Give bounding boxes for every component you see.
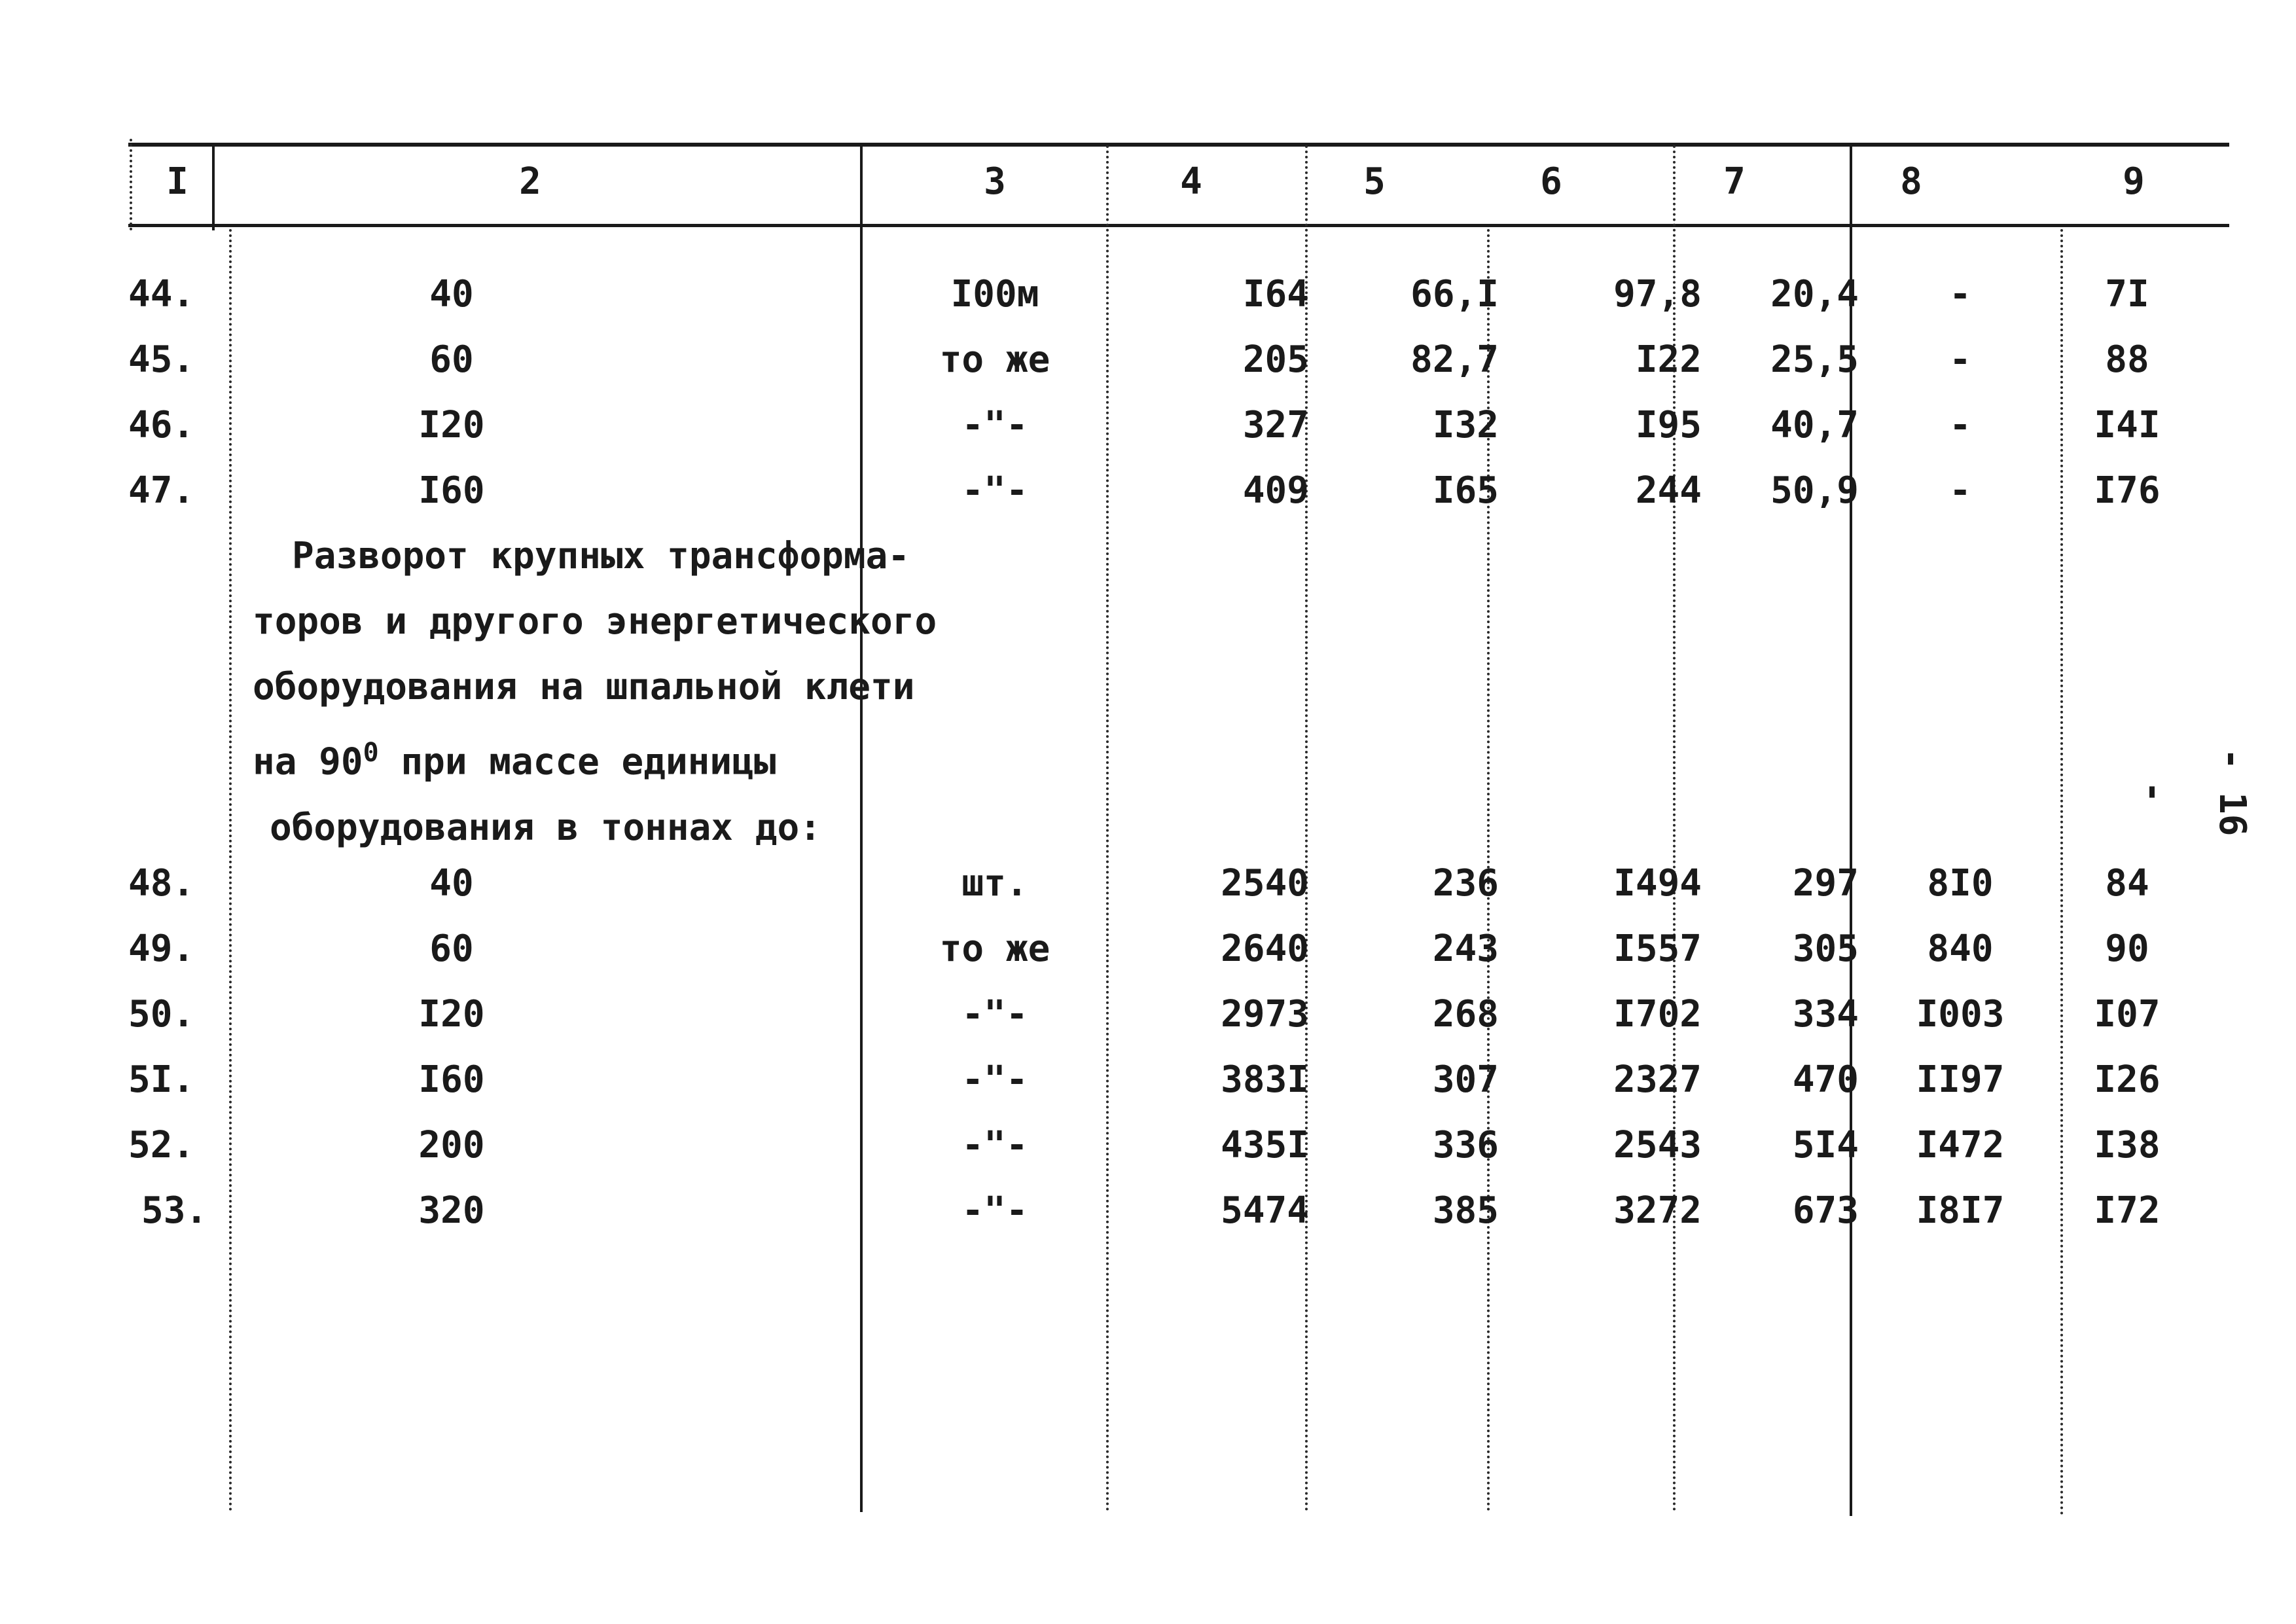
cell-col9: 84 [2105,862,2149,905]
cell-col9: I07 [2094,993,2161,1036]
cell-col4: 409 [1242,469,1309,512]
cell-col7: 673 [1792,1189,1859,1232]
degree-superscript: 0 [363,738,379,768]
cell-unit: -"- [961,404,1028,446]
cell-unit: -"- [961,993,1028,1036]
cell-mass: 40 [429,862,474,905]
row-number: 53. [141,1189,208,1232]
description-line: оборудования на шпальной клети [253,666,915,708]
table-row [0,982,2296,1047]
cell-col5: 82,7 [1410,338,1499,381]
cell-col6: 97,8 [1613,273,1702,316]
cell-col5: 243 [1432,928,1499,970]
table-row [0,327,2296,393]
cell-col6: I494 [1613,862,1702,905]
description-line: Разворот крупных трансформа- [292,535,910,577]
table-row [0,458,2296,524]
description-line: торов и другого энергетического [253,600,937,643]
cell-col8: 840 [1927,928,1994,970]
header-col-3: 3 [984,160,1006,203]
header-col-1: I [166,160,188,203]
row-number: 48. [128,862,195,905]
cell-mass: 40 [429,273,474,316]
cell-col9: 90 [2105,928,2149,970]
description-text: на 90 [253,740,363,784]
cell-col8: - [1949,469,1971,512]
cell-col7: 40,7 [1770,404,1859,446]
cell-col6: 3272 [1613,1189,1702,1232]
cell-col8: 8I0 [1927,862,1994,905]
row-number: 52. [128,1124,195,1166]
cell-unit: -"- [961,1189,1028,1232]
cell-col8: - [1949,404,1971,446]
header-col-5: 5 [1363,160,1386,203]
page-number: - 16 - [2132,748,2253,837]
cell-mass: I20 [418,404,485,446]
table-row [0,916,2296,982]
cell-col5: 307 [1432,1058,1499,1101]
table-left-rule [130,139,132,230]
cell-col6: I557 [1613,928,1702,970]
section-description [253,524,937,861]
cell-col7: 334 [1792,993,1859,1036]
cell-col8: - [1949,273,1971,316]
cell-col6: 2543 [1613,1124,1702,1166]
cell-mass: 60 [429,338,474,381]
row-number: 46. [128,404,195,446]
cell-unit: -"- [961,1058,1028,1101]
cell-col8: I8I7 [1916,1189,2005,1232]
cell-col6: I95 [1635,404,1702,446]
header-bottom-rule [128,224,2229,227]
cell-col5: I32 [1432,404,1499,446]
cell-col9: 88 [2105,338,2149,381]
cell-col7: 25,5 [1770,338,1859,381]
col-divider-1 [212,145,215,230]
table-row [0,1178,2296,1244]
row-number: 44. [128,273,195,316]
table-row [0,851,2296,916]
row-number: 47. [128,469,195,512]
table-row [0,393,2296,458]
cell-col8: I472 [1916,1124,2005,1166]
cell-col5: 236 [1432,862,1499,905]
cell-col4: 2973 [1221,993,1309,1036]
cell-col7: 470 [1792,1058,1859,1101]
cell-unit: -"- [961,469,1028,512]
cell-col7: 5I4 [1792,1124,1859,1166]
cell-col4: I64 [1242,273,1309,316]
cell-unit: -"- [961,1124,1028,1166]
cell-col9: 7I [2105,273,2149,316]
header-col-4: 4 [1180,160,1202,203]
cell-col5: I65 [1432,469,1499,512]
header-col-7: 7 [1723,160,1746,203]
cell-unit: I00м [950,273,1039,316]
row-number: 45. [128,338,195,381]
cell-col6: I22 [1635,338,1702,381]
cell-mass: 60 [429,928,474,970]
cell-col9: I38 [2094,1124,2161,1166]
cell-mass: I60 [418,1058,485,1101]
cell-col4: 205 [1242,338,1309,381]
cell-mass: I60 [418,469,485,512]
row-number: 50. [128,993,195,1036]
cell-col5: 336 [1432,1124,1499,1166]
row-number: 5I. [128,1058,195,1101]
header-col-9: 9 [2123,160,2145,203]
cell-col5: 385 [1432,1189,1499,1232]
cell-col7: 305 [1792,928,1859,970]
cell-unit: то же [939,338,1050,381]
cell-col4: 435I [1221,1124,1309,1166]
cell-col5: 66,I [1410,273,1499,316]
cell-col9: I26 [2094,1058,2161,1101]
table-row [0,1113,2296,1178]
cell-col4: 327 [1242,404,1309,446]
table-top-rule [128,143,2229,147]
cell-mass: 200 [418,1124,485,1166]
cell-col9: I76 [2094,469,2161,512]
cell-col4: 2640 [1221,928,1309,970]
cell-mass: 320 [418,1189,485,1232]
cell-unit: шт. [961,862,1028,905]
header-col-8: 8 [1900,160,1922,203]
description-text: при массе единицы [378,740,776,784]
cell-col6: 244 [1635,469,1702,512]
header-col-6: 6 [1540,160,1562,203]
cell-col4: 2540 [1221,862,1309,905]
cell-col4: 383I [1221,1058,1309,1101]
cell-col4: 5474 [1221,1189,1309,1232]
cell-col7: 50,9 [1770,469,1859,512]
cell-col8: II97 [1916,1058,2005,1101]
cell-col6: I702 [1613,993,1702,1036]
table-row [0,1047,2296,1113]
cell-col7: 20,4 [1770,273,1859,316]
cell-unit: то же [939,928,1050,970]
cell-col9: I72 [2094,1189,2161,1232]
cell-mass: I20 [418,993,485,1036]
cell-col8: - [1949,338,1971,381]
description-line [253,720,874,795]
cell-col9: I4I [2094,404,2161,446]
description-line: оборудования в тоннах до: [270,806,821,849]
cell-col8: I003 [1916,993,2005,1036]
table-row [0,262,2296,327]
header-col-2: 2 [519,160,541,203]
cell-col5: 268 [1432,993,1499,1036]
cell-col6: 2327 [1613,1058,1702,1101]
cell-col7: 297 [1792,862,1859,905]
row-number: 49. [128,928,195,970]
